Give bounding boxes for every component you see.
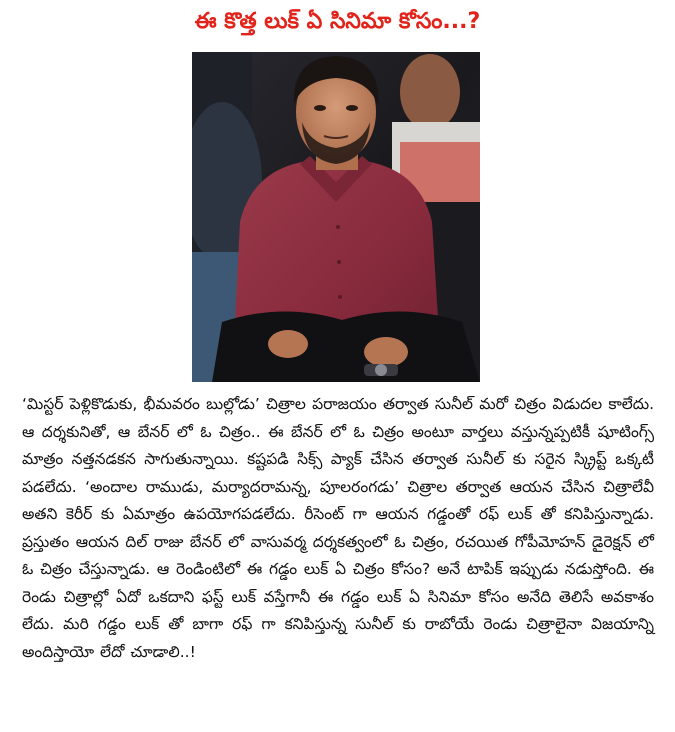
article-photo [192,52,480,382]
man-in-maroon-shirt-photo [192,52,480,382]
article-body-text: ‘మిస్టర్ పెళ్లికొడుకు, భీమవరం బుల్లోడు’ చిత్రాల పరాజయం తర్వాత సునీల్ మరో చిత్రం విడుదల కాలేదు. ఆ దర్శకునితో, ఆ బేనర్ లో ఓ చిత్రం.. ఈ బేనర్ లో ఓ చిత్రం అంటూ వార్తలు వస్తున్నప్పటికీ షూటింగ్స్ మాత్రం నత్తనడకన సాగుతున్నాయి. కష్టపడి సిక్స్ ప్యాక్ చేసిన తర్వాత సునీల్ కు సరైన స్క్రిప్ట్ ఒక్కటీ పడలేదు. ‘అందాల రాముడు, మర్యాదరామన్న, పూలరంగడు’ చిత్రాల తర్వాత ఆయన చేసిన చిత్రాలేవీ అతని కెరీర్ కు ఏమాత్రం ఉపయోగపడలేదు. రీసెంట్ గా ఆయన గడ్డంతో రఫ్ లుక్ తో కనిపిస్తున్నాడు. ప్రస్తుతం ఆయన దిల్ రాజు బేనర్ లో వాసువర్మ దర్శకత్వంలో ఓ చిత్రం, రచయిత గోపీమోహన్ డైరెక్షన్ లో ఓ చిత్రం చేస్తున్నాడు. ఆ రెండింటిలో ఈ గడ్డం లుక్ ఏ చిత్రం కోసం? అనే టాపిక్ ఇప్పుడు నడుస్తోంది. ఈ రెండు చిత్రాల్లో ఏదో ఒకదాని ఫస్ట్ లుక్ వస్తేగానీ ఈ గడ్డం లుక్ ఏ సినిమా కోసం అనేది తెలిసే అవకాశం లేదు. మరి గడ్డం లుక్ తో బాగా రఫ్ గా కనిపిస్తున్న సునీల్ కు రాబోయే రెండు చిత్రాలైనా విజయాన్ని అందిస్తాయో లేదో చూడాలి..! [22,395,654,661]
article-headline: ఈ కొత్త లుక్ ఏ సినిమా కోసం...? [194,9,481,34]
